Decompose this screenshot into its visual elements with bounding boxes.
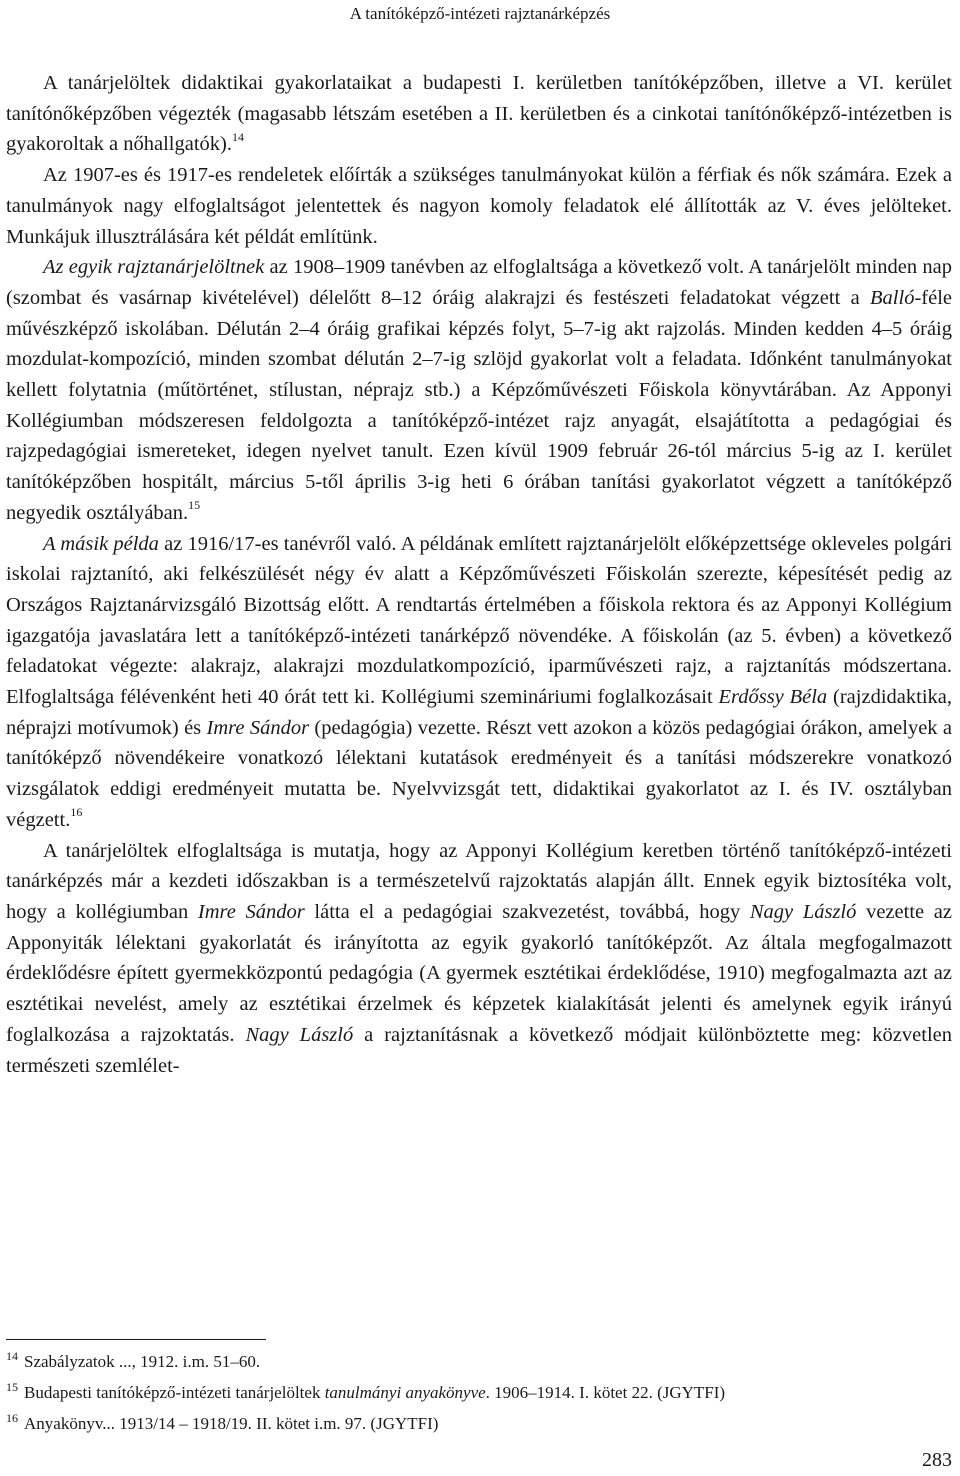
italic-name: Imre Sándor	[197, 900, 305, 923]
paragraph-text: A tanárjelöltek didaktikai gyakorlataikat a budapesti I. kerületben tanítóképzőben, illetve a VI. kerület tanítónőképzőben végezték (magasabb létszám esetében a II. kerületben és a cinkotai tanítónőképző-intézetben is gyakoroltak a nőhallgatók).	[6, 72, 952, 156]
paragraph-1	[6, 68, 952, 160]
paragraph-text: látta el a pedagógiai szakvezetést, továbbá, hogy	[304, 900, 750, 923]
footnote-text: Szabályzatok ..., 1912. i.m. 51–60.	[24, 1352, 261, 1371]
paragraph-text: -féle művészképző iskolában. Délután 2–4 óráig grafikai képzés folyt, 5–7-ig akt rajzolás. Minden kedden 4–5 óráig mozdulat-kompozíció, minden szombat délután 2–7-ig szlöjd gyakorlat volt a feladata. Időnként tanulmányokat kellett folytatnia (műtörténet, stílustan, néprajz stb.) a Képzőművészeti Főiskola könyvtárában. Az Apponyi Kollégiumban módszeresen feldolgozta a tanítóképző-intézet rajz anyagát, elsajátította a pedagógiai és rajzpedagógiai ismereteket, idegen nyelvet tanult. Ezen kívül 1909 február 26-tól március 5-ig az I. kerület tanítóképzőben hospitált, március 5-től április 3-ig heti 6 órában tanítási gyakorlatot végzett a tanítóképző negyedik osztályában.	[6, 286, 952, 524]
footnote-ref: 14	[232, 129, 245, 144]
footnote	[6, 1409, 952, 1440]
page-number: 283	[922, 1449, 952, 1471]
footnote-text: Anyakönyv... 1913/14 – 1918/19. II. kötet i.m. 97. (JGYTFI)	[24, 1414, 439, 1433]
paragraph-2	[6, 160, 952, 252]
paragraph-text: az 1908–1909 tanévben az elfoglaltsága a következő volt. A tanárjelölt minden nap (szombat és vasárnap kivételével) délelőtt 8–12 óráig alakrajzi és festészeti feladatokat végzett a	[6, 256, 952, 309]
paragraph-4	[6, 529, 952, 836]
italic-name: Nagy László	[749, 900, 857, 923]
paragraph-text: A tanárjelöltek elfoglaltsága is mutatja, hogy az Apponyi Kollégium keretben történő tanítóképző-intézeti tanárképzés már a kezdeti időszakban is a természetelvű rajzoktatás alapján állt. Ennek egyik biztosítéka volt, hogy a kollégiumban	[6, 839, 952, 923]
footnote-number: 16	[6, 1411, 18, 1425]
footnote-italic: tanulmányi anyakönyve	[324, 1383, 486, 1402]
footnotes	[6, 1347, 952, 1440]
italic-phrase: Az egyik rajztanárjelöltnek	[43, 256, 265, 279]
footnote	[6, 1378, 952, 1409]
paragraph-text: (pedagógia) vezette. Részt vett azokon a közös pedagógiai órákon, amelyek a tanítóképző növendékeire vonatkozó lélektani kutatások eredményeit és a tanítási módszerekre vonatkozó vizsgálatok eddigi eredményeit mutatta be. Nyelvvizsgát tett, didaktikai gyakorlatot az I. és IV. osztályban végzett.	[6, 716, 952, 831]
paragraph-3	[6, 252, 952, 528]
paragraph-text: Az 1907-es és 1917-es rendeletek előírták a szükséges tanulmányokat külön a férfiak és nők számára. Ezek a tanulmányok nagy elfoglaltságot jelentettek és nagyon komoly feladatok elé állították az V. éves jelölteket. Munkájuk illusztrálására két példát említünk.	[6, 164, 952, 248]
footnote-number: 14	[6, 1349, 18, 1363]
paragraph-text: az 1916/17-es tanévről való. A példának említett rajztanárjelölt előképzettsége okleveles polgári iskolai rajztanító, aki felkészülését négy év alatt a Képzőművészeti Főiskolán szerezte, képesítését pedig az Országos Rajztanárvizsgáló Bizottság előtt. A rendtartás értelmében a főiskola rektora és az Apponyi Kollégium igazgatója javaslatára lett a tanítóképző-intézeti tanárképző növendéke. A főiskolán (az 5. évben) a következő feladatokat végezte: alakrajz, alakrajzi mozdulatkompozíció, iparművészeti rajz, a rajztanítás módszertana. Elfoglaltsága félévenként heti 40 órát tett ki. Kollégiumi szemináriumi foglalkozásait	[6, 532, 952, 709]
paragraph-text: a rajztanításnak a következő módjait különböztette meg: közvetlen természeti szemlélet-	[6, 1023, 952, 1077]
footnote-number: 15	[6, 1380, 18, 1394]
footnote-ref: 16	[70, 805, 83, 820]
paragraph-text: vezette az Apponyiták lélektani gyakorlatát és irányította az egyik gyakorló tanítóképzőt. Az általa megfogalmazott érdeklődésre épített gyermekközpontú pedagógia (A gyermek esztétikai érdeklődése, 1910) megfogalmazta azt az esztétikai nevelést, amely az esztétikai érzelmek és képzetek kialakítását jelenti és amelynek egyik irányú foglalkozása a rajzoktatás.	[6, 900, 952, 1046]
paragraph-5	[6, 836, 952, 1082]
italic-name: Imre Sándor	[206, 716, 310, 739]
running-header: A tanítóképző-intézeti rajztanárképzés	[349, 4, 611, 23]
footnote-text: Budapesti tanítóképző-intézeti tanárjelöltek	[24, 1383, 325, 1402]
footnote-divider	[6, 1339, 266, 1340]
italic-name: Balló	[870, 286, 915, 309]
footnote-text: . 1906–1914. I. kötet 22. (JGYTFI)	[485, 1383, 726, 1402]
footnote	[6, 1347, 952, 1378]
italic-name: Erdőssy Béla	[718, 686, 828, 709]
footnote-ref: 15	[188, 498, 201, 513]
paragraph-text: (rajzdidaktika, néprajzi motívumok) és	[6, 686, 952, 739]
body-text	[6, 68, 952, 1081]
italic-name: Nagy László	[245, 1023, 354, 1046]
italic-phrase: A másik példa	[43, 532, 159, 555]
